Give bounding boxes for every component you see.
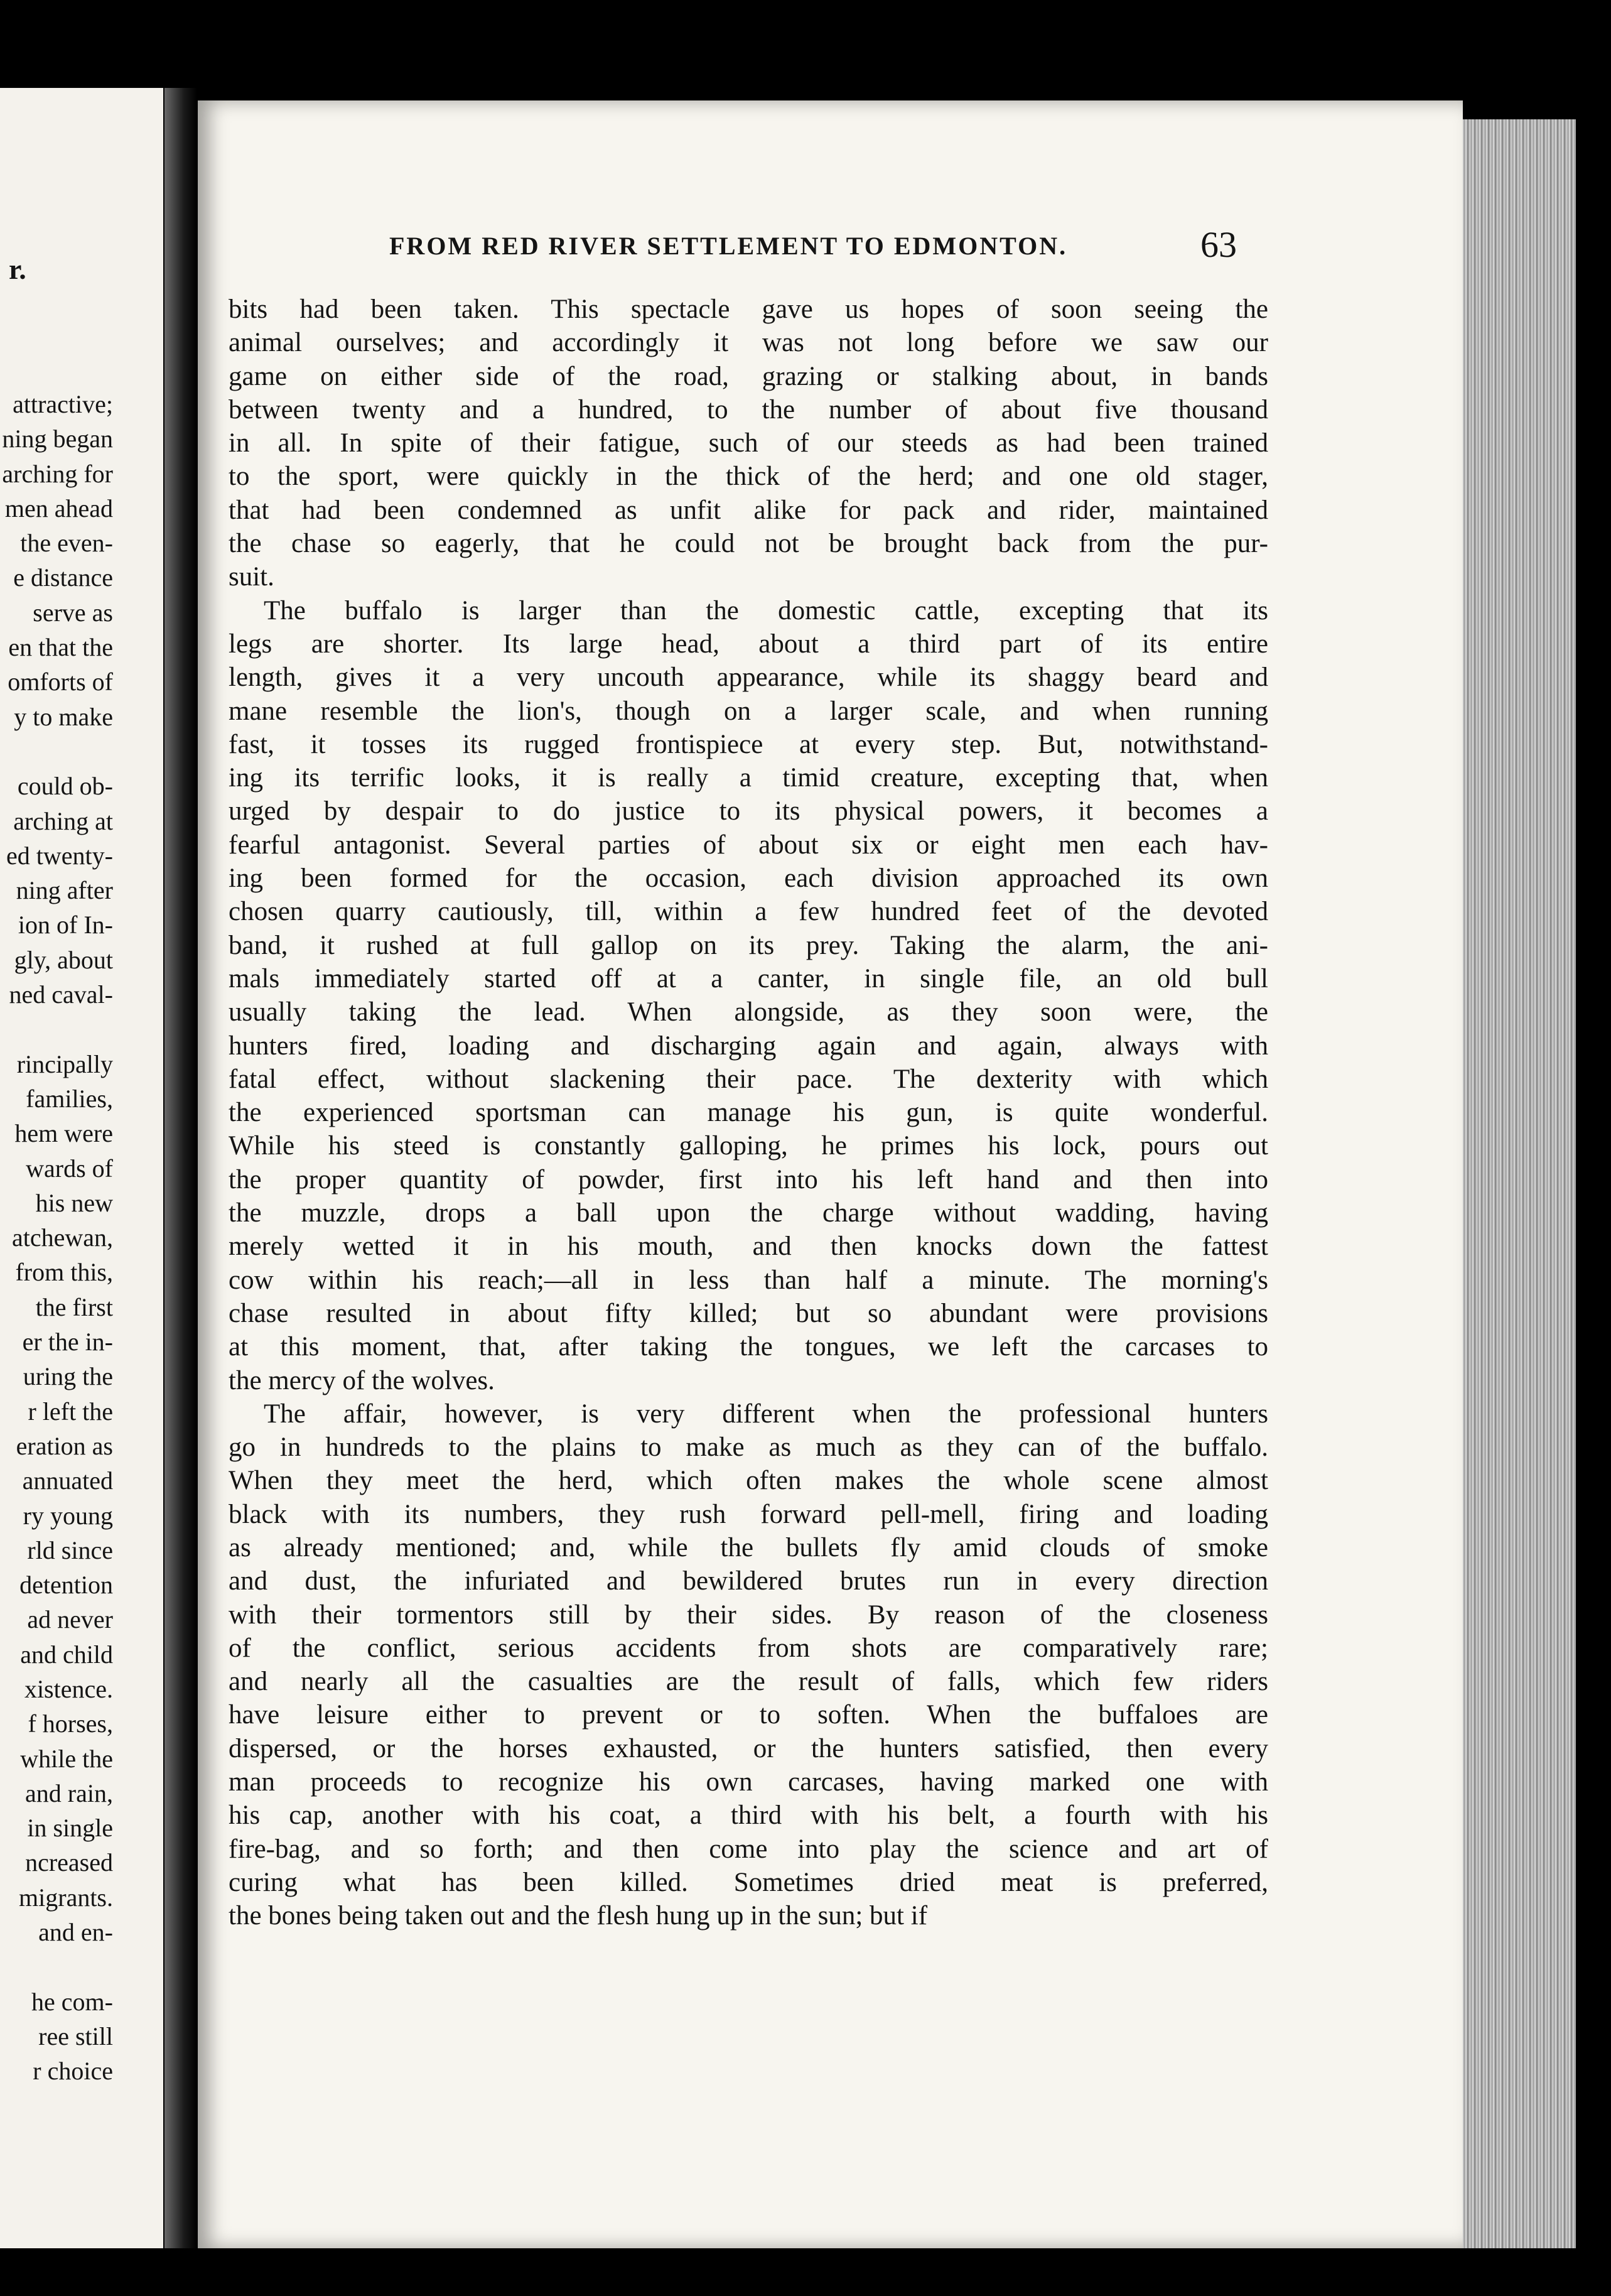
page-edges: [1463, 119, 1576, 2248]
text-line: between twenty and a hundred, to the number of about five thousand: [229, 394, 1268, 425]
text-line: fatal effect, without slackening their pace. The dexterity with which: [229, 1064, 1268, 1094]
left-text-line: ed twenty-: [6, 841, 113, 870]
text-line: urged by despair to do justice to its physical powers, it becomes a: [229, 796, 1268, 826]
text-line: have leisure either to prevent or to soften. When the buffaloes are: [229, 1700, 1268, 1730]
left-text-line: gly, about: [14, 945, 113, 974]
text-line: length, gives it a very uncouth appearance, while its shaggy beard and: [229, 663, 1268, 693]
text-line: and nearly all the casualties are the result of falls, which few riders: [229, 1667, 1268, 1697]
text-line: and dust, the infuriated and bewildered brutes run in every direction: [229, 1566, 1268, 1596]
text-line: mals immediately started off at a canter, in single file, an old bull: [229, 963, 1268, 994]
left-text-line: xistence.: [24, 1674, 113, 1703]
left-text-line: omforts of: [8, 668, 113, 696]
left-text-line: while the: [20, 1744, 113, 1773]
left-text-line: his new: [35, 1188, 113, 1217]
page-number: 63: [1200, 224, 1237, 265]
left-text-line: ree still: [38, 2022, 113, 2050]
text-line: bits had been taken. This spectacle gave us hopes of soon seeing the: [229, 295, 1268, 324]
left-text-line: r choice: [33, 2057, 113, 2086]
left-page-text: [2, 387, 113, 2089]
text-line: the bones being taken out and the flesh hung up in the sun; but if: [229, 1901, 928, 1931]
left-text-line: atchewan,: [11, 1223, 113, 1252]
text-line: the muzzle, drops a ball upon the charge without wadding, having: [229, 1198, 1268, 1228]
text-line: The buffalo is larger than the domestic cattle, excepting that its: [264, 595, 1268, 625]
left-text-line: ncreased: [25, 1848, 113, 1877]
text-line: While his steed is constantly galloping, he primes his lock, pours out: [229, 1131, 1268, 1161]
running-head: FROM RED RIVER SETTLEMENT TO EDMONTON.: [389, 232, 1068, 260]
text-line: cow within his reach;—all in less than half a minute. The morning's: [229, 1265, 1268, 1295]
left-text-line: rincipally: [16, 1049, 113, 1078]
left-text-line: attractive;: [13, 390, 113, 418]
text-line: black with its numbers, they rush forward pell-mell, firing and loading: [229, 1499, 1268, 1529]
left-text-line: and child: [20, 1640, 113, 1669]
text-line: of the conflict, serious accidents from shots are comparatively rare;: [229, 1633, 1268, 1663]
text-line: chosen quarry cautiously, till, within a few hundred feet of the devoted: [229, 897, 1268, 927]
text-line: to the sport, were quickly in the thick of the herd; and one old stager,: [229, 462, 1268, 492]
text-line: man proceeds to recognize his own carcases, having marked one with: [229, 1767, 1268, 1797]
text-line: his cap, another with his coat, a third with his belt, a fourth with his: [229, 1801, 1268, 1831]
left-text-line: [2, 1012, 113, 1046]
text-line: chase resulted in about fifty killed; but so abundant were provisions: [229, 1298, 1268, 1328]
left-text-line: men ahead: [4, 494, 113, 523]
text-line: in all. In spite of their fatigue, such of our steeds as had been trained: [229, 428, 1268, 458]
left-text-line: ning after: [16, 876, 113, 905]
left-text-line: could ob-: [17, 772, 113, 801]
left-text-line: hem were: [14, 1119, 113, 1148]
text-line: usually taking the lead. When alongside, as they soon were, the: [229, 997, 1268, 1027]
text-line: the experienced sportsman can manage his gun, is quite wonderful.: [229, 1098, 1268, 1128]
text-line: band, it rushed at full gallop on its prey. Taking the alarm, the ani-: [229, 930, 1268, 960]
left-text-line: [2, 1949, 113, 1984]
text-line: suit.: [229, 562, 274, 592]
left-text-line: en that the: [8, 633, 113, 662]
left-page: [0, 88, 163, 2248]
text-line: game on either side of the road, grazing or stalking about, in bands: [229, 361, 1268, 391]
left-text-line: ning began: [2, 425, 113, 453]
text-line: dispersed, or the horses exhausted, or the hunters satisfied, then every: [229, 1733, 1268, 1763]
text-line: mane resemble the lion's, though on a larger scale, and when running: [229, 696, 1268, 726]
left-text-line: ned caval-: [9, 980, 113, 1009]
left-text-line: wards of: [26, 1154, 113, 1183]
left-text-line: uring the: [23, 1362, 113, 1391]
text-line: fire-bag, and so forth; and then come into play the science and art of: [229, 1834, 1268, 1864]
left-text-line: f horses,: [28, 1709, 113, 1738]
left-text-line: r left the: [28, 1397, 113, 1426]
left-running-head-fragment: r.: [9, 253, 26, 285]
left-text-line: serve as: [33, 598, 113, 627]
left-text-line: rld since: [27, 1535, 113, 1564]
left-text-line: in single: [27, 1814, 113, 1843]
text-line: the chase so eagerly, that he could not be brought back from the pur-: [229, 529, 1268, 559]
text-line: The affair, however, is very different when the professional hunters: [264, 1399, 1268, 1429]
left-text-line: arching at: [13, 806, 113, 835]
text-line: merely wetted it in his mouth, and then knocks down the fattest: [229, 1232, 1268, 1262]
text-line: that had been condemned as unfit alike for pack and rider, maintained: [229, 495, 1268, 525]
text-line: the mercy of the wolves.: [229, 1365, 495, 1395]
left-text-line: the first: [35, 1292, 113, 1321]
text-line: When they meet the herd, which often makes the whole scene almost: [229, 1466, 1268, 1496]
text-line: at this moment, that, after taking the tongues, we left the carcases to: [229, 1332, 1268, 1362]
text-line: ing been formed for the occasion, each division approached its own: [229, 864, 1268, 894]
left-text-line: and rain,: [25, 1779, 113, 1807]
left-text-line: arching for: [2, 459, 113, 488]
left-text-line: ion of In-: [18, 911, 113, 940]
text-line: curing what has been killed. Sometimes dried meat is preferred,: [229, 1867, 1268, 1897]
left-text-line: ry young: [23, 1501, 113, 1530]
left-text-line: migrants.: [19, 1883, 113, 1912]
left-text-line: from this,: [15, 1258, 113, 1287]
left-text-line: and en-: [38, 1918, 113, 1947]
text-line: fearful antagonist. Several parties of about six or eight men each hav-: [229, 830, 1268, 860]
left-text-line: eration as: [16, 1431, 113, 1460]
left-text-line: ad never: [27, 1605, 113, 1634]
text-line: legs are shorter. Its large head, about a third part of its entire: [229, 629, 1268, 659]
text-line: go in hundreds to the plains to make as much as they can of the buffalo.: [229, 1432, 1268, 1463]
text-line: fast, it tosses its rugged frontispiece at every step. But, notwithstand-: [229, 729, 1268, 759]
left-text-line: he com-: [31, 1987, 113, 2016]
left-text-line: annuated: [22, 1466, 113, 1495]
left-text-line: detention: [19, 1571, 113, 1600]
left-text-line: [2, 734, 113, 769]
text-line: with their tormentors still by their sides. By reason of the closeness: [229, 1600, 1268, 1630]
text-line: the proper quantity of powder, first into his left hand and then into: [229, 1164, 1268, 1194]
left-text-line: families,: [26, 1084, 113, 1113]
text-line: ing its terrific looks, it is really a timid creature, excepting that, when: [229, 763, 1268, 793]
left-text-line: e distance: [13, 563, 113, 592]
left-text-line: the even-: [20, 529, 113, 558]
left-text-line: er the in-: [22, 1328, 113, 1356]
left-text-line: y to make: [14, 702, 113, 731]
text-line: as already mentioned; and, while the bullets fly amid clouds of smoke: [229, 1532, 1268, 1562]
text-line: animal ourselves; and accordingly it was not long before we saw our: [229, 328, 1268, 358]
body-text: [229, 293, 1268, 1933]
gutter-shadow: [164, 88, 197, 2248]
text-line: hunters fired, loading and discharging again and again, always with: [229, 1031, 1268, 1061]
